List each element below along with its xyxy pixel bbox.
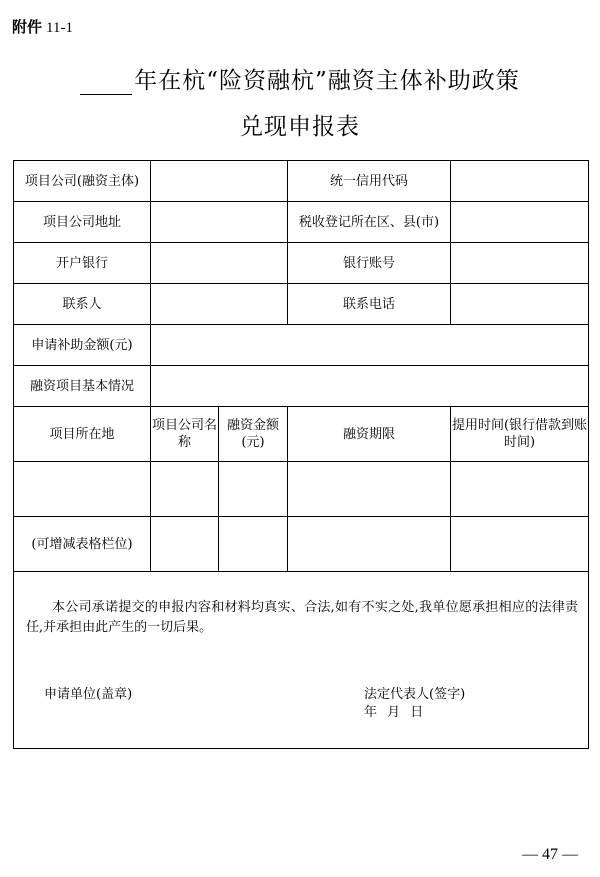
field-credit-code[interactable]	[451, 161, 589, 202]
cell-term[interactable]	[288, 462, 451, 517]
attachment-word: 附件	[12, 18, 43, 36]
col-header-term: 融资期限	[288, 407, 451, 462]
attachment-number: 11-1	[46, 20, 73, 36]
col-header-amount: 融资金额(元)	[219, 407, 288, 462]
field-phone[interactable]	[451, 284, 589, 325]
label-contact: 联系人	[14, 284, 151, 325]
field-tax-location[interactable]	[451, 202, 589, 243]
date-label: 年 月 日	[364, 705, 424, 720]
cell-draw-time-2[interactable]	[451, 517, 589, 572]
attachment-label	[12, 16, 73, 37]
field-project-company[interactable]	[151, 161, 288, 202]
field-bank[interactable]	[151, 243, 288, 284]
cell-amount[interactable]	[219, 462, 288, 517]
field-project-address[interactable]	[151, 202, 288, 243]
label-subsidy-amount: 申请补助金额(元)	[14, 325, 151, 366]
applicant-seal-label: 申请单位(盖章)	[44, 687, 133, 702]
expandable-note: (可增减表格栏位)	[14, 517, 151, 572]
field-project-basic[interactable]	[151, 366, 589, 407]
col-header-company-name: 项目公司名称	[151, 407, 219, 462]
cell-term-2[interactable]	[288, 517, 451, 572]
cell-amount-2[interactable]	[219, 517, 288, 572]
year-blank[interactable]	[80, 72, 132, 95]
label-bank-account: 银行账号	[288, 243, 451, 284]
commitment-section	[14, 572, 589, 749]
cell-company-name-2[interactable]	[151, 517, 219, 572]
page-subtitle: 兑现申报表	[240, 114, 360, 140]
label-phone: 联系电话	[288, 284, 451, 325]
page-number: — 47 —	[522, 846, 578, 863]
page-title	[0, 62, 600, 95]
label-tax-location: 税收登记所在区、县(市)	[288, 202, 451, 243]
label-project-address: 项目公司地址	[14, 202, 151, 243]
col-header-location: 项目所在地	[14, 407, 151, 462]
label-bank: 开户银行	[14, 243, 151, 284]
title-line-1: 年在杭“险资融杭”融资主体补助政策	[134, 68, 520, 94]
cell-draw-time[interactable]	[451, 462, 589, 517]
cell-location[interactable]	[14, 462, 151, 517]
label-project-basic: 融资项目基本情况	[14, 366, 151, 407]
application-form	[13, 160, 589, 749]
cell-company-name[interactable]	[151, 462, 219, 517]
field-bank-account[interactable]	[451, 243, 589, 284]
commitment-text: 本公司承诺提交的申报内容和材料均真实、合法,如有不实之处,我单位愿承担相应的法律责任,并承担由此产生的一切后果。	[26, 600, 578, 635]
field-subsidy-amount[interactable]	[151, 325, 589, 366]
label-credit-code: 统一信用代码	[288, 161, 451, 202]
field-contact[interactable]	[151, 284, 288, 325]
legal-rep-signature-label: 法定代表人(签字)	[364, 687, 466, 702]
col-header-draw-time: 提用时间(银行借款到账时间)	[451, 407, 589, 462]
label-project-company: 项目公司(融资主体)	[14, 161, 151, 202]
